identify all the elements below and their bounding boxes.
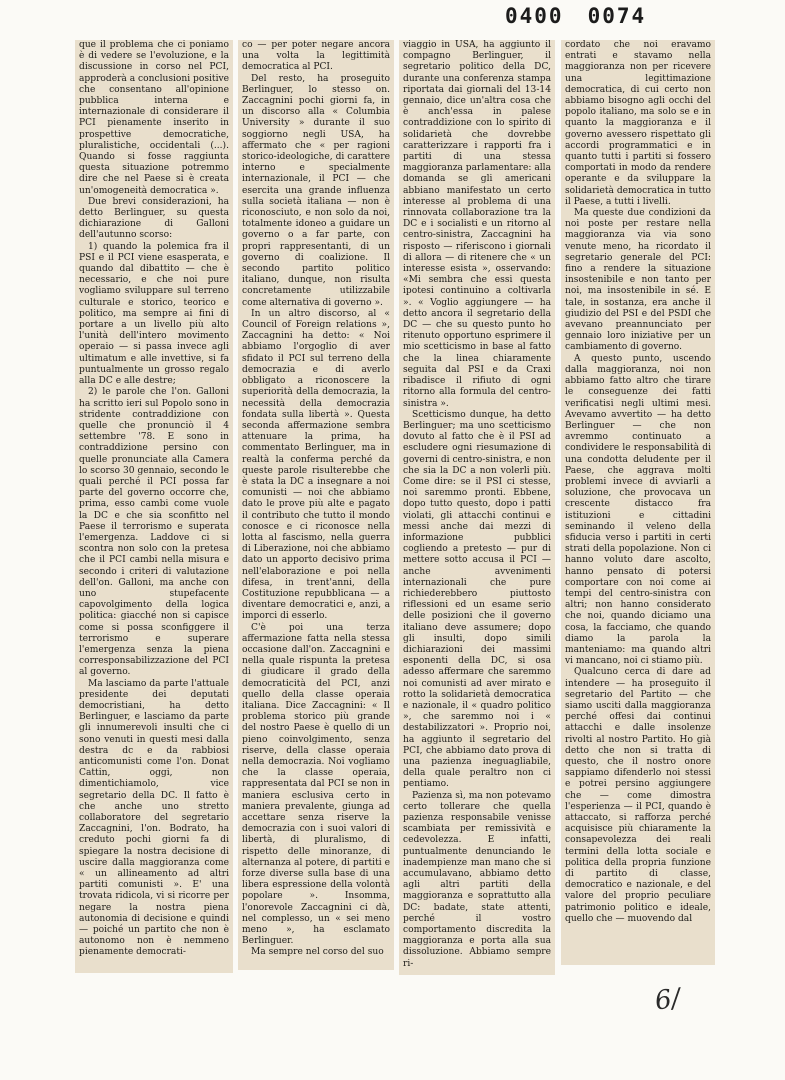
column-1-paragraph-4: 2) le parole che l'on. Galloni ha scritto ieri sul Popolo sono in stridente contraddizione con quelle che pronunciò il 4 settembre '78. E sono in contraddizione persino con quelle pronunciate alla Camera lo scorso 30 gennaio, secondo le quali perché il PCI possa far parte del governo occorre che, prima, esso cambi come vuole la DC e che sia sconfitto nel Paese il terrorismo e superata l'emergenza. Laddove ci si scontra non solo con la pretesa che il PCI cambi nella misura e secondo i criteri di valutazione dell'on. Galloni, ma anche con uno stupefacente capovolgimento della logica politica: giacché non si capisce come si possa sconfiggere il terrorismo e superare l'emergenza senza la piena corresponsabilizzazione del PCI al governo. [79,387,229,678]
column-4-paragraph-3: A questo punto, uscendo dalla maggioranza, noi non abbiamo fatto altro che tirare le conseguenze dei fatti verificatisi negli ultimi mesi. Avevamo avvertito — ha detto Berlinguer — che non avremmo continuato a condividere le responsabilità di una condotta deludente per il Paese, che aggrava molti problemi invece di avviarli a soluzione, che provocava un crescente distacco fra istituzioni e cittadini seminando il veleno della sfiducia verso i partiti in certi strati della popolazione. Non ci hanno voluto dare ascolto, hanno pensato di potersi comportare con noi come ai tempi del centro-sinistra con altri; non hanno considerato che noi, quando diciamo una cosa, la facciamo, che quando diamo la parola la manteniamo: ma quando altri vi mancano, noi ci stiamo più. [565,353,711,667]
column-3-paragraph-3: Pazienza sì, ma non potevamo certo tollerare che quella pazienza responsabile venisse scambiata per remissività e cedevolezza. E infatti, puntualmente denunciando le inadempienze man mano che si accumulavano, abbiamo detto agli altri partiti della maggioranza e soprattutto alla DC: badate, state attenti, perché il vostro comportamento discredita la maggioranza e porta alla sua dissoluzione. Abbiamo sempre ri- [403,790,551,969]
column-4-paragraph-4: Qualcuno cerca di dare ad intendere — ha proseguito il segretario del Partito — che siamo usciti dalla maggioranza perché offesi dai continui attacchi e dalle insolenze rivolti al nostro Partito. Ho già detto che non si tratta di questo, che il nostro onore sappiamo difenderlo noi stessi e potrei persino aggiungere che — come dimostra l'esperienza — il PCI, quando è attaccato, si rafforza perché acquisisce più chiaramente la consapevolezza dei reali termini della lotta sociale e politica della propria funzione di partito di classe, democratico e nazionale, e del valore del proprio peculiare patrimonio politico e ideale, quello che — muovendo dal [565,667,711,924]
archive-stamp-part2: 0074 [587,4,647,28]
column-2-paragraph-3: In un altro discorso, al « Council of Foreign relations », Zaccagnini ha detto: « Noi abbiamo l'orgoglio di aver sfidato il PCI sul terreno della democrazia e di averlo obbligato a riconoscere la superiorità della democrazia, la necessità della democrazia fondata sulla libertà ». Questa seconda affermazione sembra attenuare la prima, ha commentato Berlinguer, ma in realtà la conferma perché da queste parole risulterebbe che è stata la DC a insegnare a noi comunisti — noi che abbiamo dato le prove più alte e pagato il contributo che tutto il mondo conosce e ci riconosce nella lotta al fascismo, nella guerra di Liberazione, noi che abbiamo dato un apporto decisivo prima nell'elaborazione e poi nella difesa, in trent'anni, della Costituzione repubblicana — a diventare democratici e, anzi, a imporci di esserlo. [242,308,390,622]
newspaper-clipping [75,40,715,975]
handwritten-page-mark: 6/ [653,983,683,1017]
column-2-paragraph-5: Ma sempre nel corso del suo [251,947,384,958]
article-column-4 [561,40,715,965]
column-1-paragraph-1: que il problema che ci poniamo è di vedere se l'evoluzione, e la discussione in corso nel PCI, approderà a conclusioni positive che consentano all'opinione pubblica interna e internazionale di considerare il PCI pienamente inserito in prospettive democratiche, pluralistiche, occidentali (...). Quando si fosse raggiunta questa situazione potremmo dire che nel Paese si è creata un'omogeneità democratica ». [79,40,230,196]
column-1-paragraph-2: Due brevi considerazioni, ha detto Berlinguer, su questa dichiarazione di Galloni dell'autunno scorso: [79,196,229,241]
column-2-paragraph-2: Del resto, ha proseguito Berlinguer, lo stesso on. Zaccagnini pochi giorni fa, in un discorso alla « Columbia University » durante il suo soggiorno negli USA, ha affermato che « per ragioni storico-ideologiche, di carattere interno e specialmente internazionale, il PCI — che esercita una grande influenza sulla società italiana — non è riconosciuto, e non solo da noi, totalmente idoneo a guidare un governo o a far parte, con propri rappresentanti, di un governo di coalizione. Il secondo partito politico italiano, dunque, non risulta concretamente utilizzabile come alternativa di governo ». [242,73,390,308]
article-column-3 [399,40,555,975]
archive-stamp-part1: 0400 [505,4,564,28]
column-3-paragraph-1: viaggio in USA, ha aggiunto il compagno Berlinguer, il segretario politico della DC, durante una conferenza stampa riportata dai giornali del 13-14 gennaio, dice un'altra cosa che è anch'essa in palese contraddizione con lo spirito di solidarietà che dovrebbe caratterizzare i rapporti fra i partiti di una stessa maggioranza parlamentare: alla domanda se gli americani abbiano manifestato un certo interesse al problema di una rinnovata collaborazione tra la DC e i socialisti e un ritorno al centro-sinistra, Zaccagnini ha risposto — riferiscono i giornali di allora — di ritenere che « un interesse esista », osservando: «Mi sembra che essi questa ipotesi continuino a coltivarla ». « Voglio aggiungere — ha detto ancora il segretario della DC — che su questo punto ho ritenuto opportuno esprimere il mio scetticismo in base al fatto che la linea chiaramente seguita dal PSI e da Craxi ribadisce il rifiuto di ogni ritorno alla formula del centro-sinistra ». [403,40,551,409]
column-1-paragraph-5: Ma lasciamo da parte l'attuale presidente dei deputati democristiani, ha detto Berlinguer, e lasciamo da parte gli innumerevoli insulti che ci sono venuti in questi mesi dalla destra dc e da rabbiosi anticomunisti come l'on. Donat Cattin, oggi, non dimentichiamolo, vice segretario della DC. Il fatto è che anche uno stretto collaboratore del segretario Zaccagnini, l'on. Bodrato, ha creduto pochi giorni fa di spiegare la nostra decisione di uscire dalla maggioranza come « un allineamento ad altri partiti comunisti ». E' una trovata ridicola, vi si ricorre per negare la nostra piena autonomia di decisione e quindi — poiché un partito che non è autonomo non è nemmeno pienamente democrati- [79,678,229,958]
article-column-2 [238,40,394,970]
column-4-paragraph-1: cordato che noi eravamo entrati e stavamo nella maggioranza non per ricevere una legittimazione democratica, di cui certo non abbiamo bisogno agli occhi del popolo italiano, ma solo se e in quanto la maggioranza e il governo avessero rispettato gli accordi programmatici e in quanto tutti i partiti si fossero comportati in modo da rendere operante e da sviluppare la solidarietà democratica in tutto il Paese, a tutti i livelli. [565,40,711,207]
column-1-paragraph-3: 1) quando la polemica fra il PSI e il PCI viene esasperata, e quando dal dibattito — che è necessario, e che noi pure vogliamo sviluppare sul terreno culturale e storico, teorico e politico, ma sempre ai fini di portare a un livello più alto l'unità dell'intero movimento operaio — si passa invece agli ultimatum e alle invettive, si fa puntualmente un grosso regalo alla DC e alle destre; [79,241,229,387]
column-4-paragraph-2: Ma queste due condizioni da noi poste per restare nella maggioranza via via sono venute meno, ha ricordato il segretario generale del PCI: fino a rendere la situazione insostenibile e non tanto per noi, ma insostenibile in sé. E tale, in sostanza, era anche il giudizio del PSI e del PSDI che avevano preannunciato per gennaio loro iniziative per un cambiamento di governo. [565,208,711,353]
archive-stamp [505,4,670,28]
column-2-paragraph-4: C'è poi una terza affermazione fatta nella stessa occasione dall'on. Zaccagnini e nella quale rispunta la pretesa di giudicare il grado della democraticità del PCI, anzi quello della classe operaia italiana. Dice Zaccagnini: « Il problema storico più grande del nostro Paese è quello di un pieno coinvolgimento, senza riserve, della classe operaia nella democrazia. Noi vogliamo che la classe operaia, rappresentata dal PCI se non in maniera esclusiva certo in maniera prevalente, giunga ad accettare senza riserve la democrazia con i suoi valori di libertà, di pluralismo, di rispetto delle minoranze, di alternanza al potere, di partiti e forze diverse sulla base di una libera espressione della volontà popolare ». Insomma, l'onorevole Zaccagnini ci dà, nel complesso, un « sei meno meno », ha esclamato Berlinguer. [242,622,390,947]
article-column-1 [75,40,233,973]
column-2-paragraph-1: co — per poter negare ancora una volta la legittimità democratica al PCI. [242,40,390,73]
column-3-paragraph-2: Scetticismo dunque, ha detto Berlinguer; ma uno scetticismo dovuto al fatto che è il PSI ad escludere ogni riesumazione di governi di centro-sinistra, e non che sia la DC a non volerli più. Come dire: se il PSI ci stesse, noi saremmo pronti. Ebbene, dopo tutto questo, dopo i patti violati, gli attacchi continui e messi anche dai mezzi di informazione pubblici cogliendo a pretesto — pur di mettere sotto accusa il PCI — anche avvenimenti internazionali che pure richiederebbero piuttosto riflessioni ed un esame serio delle posizioni che il governo italiano deve assumere; dopo gli insulti, dopo simili dichiarazioni dei massimi esponenti della DC, si osa adesso affermare che saremmo noi comunisti ad aver mirato e rotto la solidarietà democratica e nazionale, il « quadro politico », che saremmo noi i « destabilizzatori ». Proprio noi, ha aggiunto il segretario del PCI, che abbiamo dato prova di una pazienza ineguagliabile, della quale peraltro non ci pentiamo. [403,409,551,790]
